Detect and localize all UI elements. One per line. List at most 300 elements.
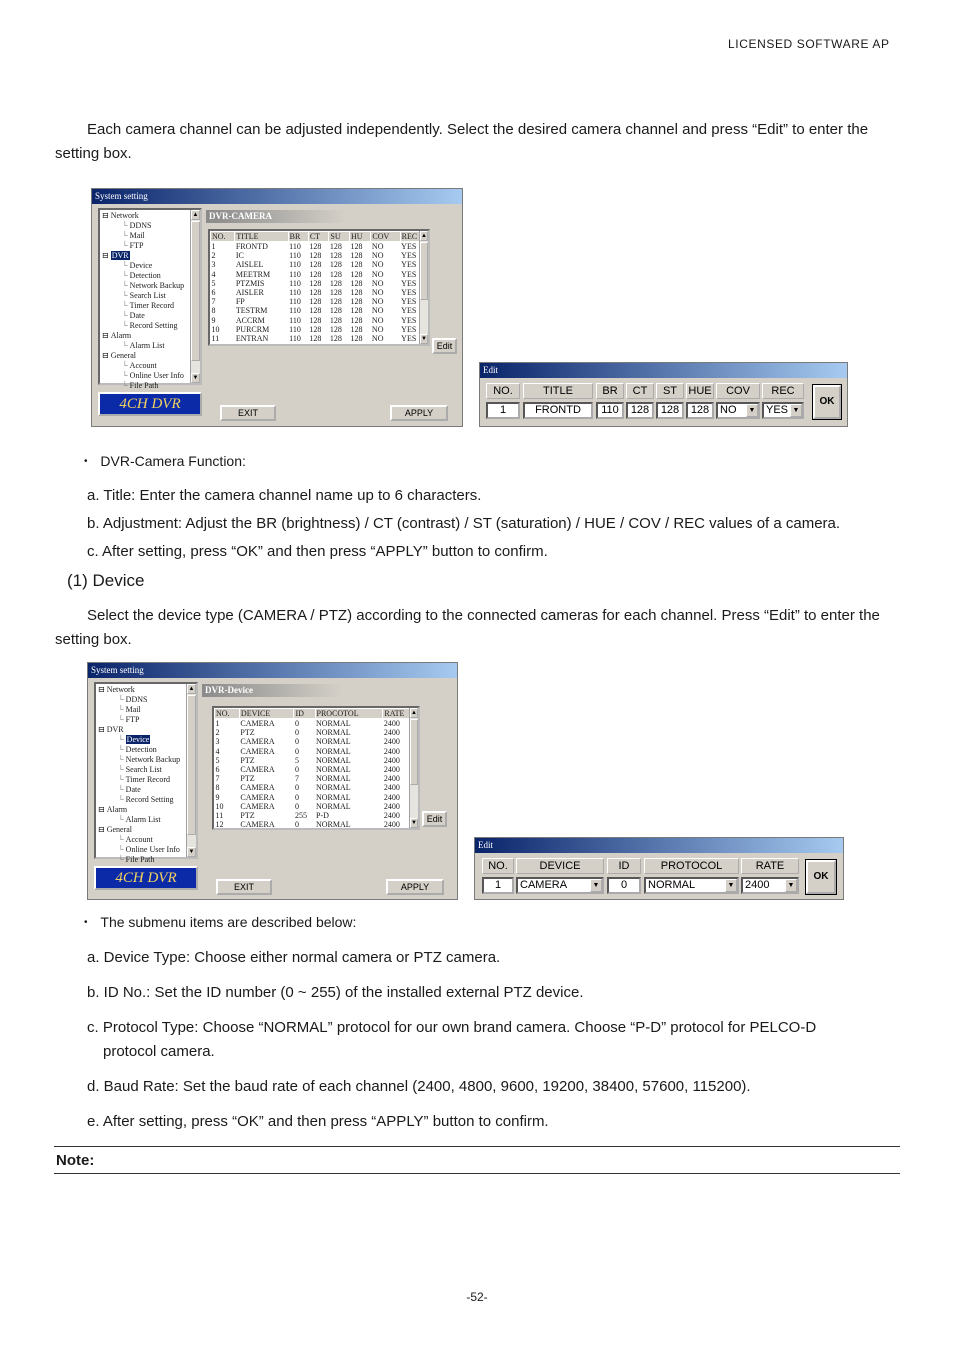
table-row[interactable] xyxy=(215,747,418,756)
tree-item-label: File Path xyxy=(129,381,159,390)
scroll-up-icon[interactable]: ▲ xyxy=(421,233,427,239)
tree-item-alarm[interactable] xyxy=(102,331,188,341)
table-cell: CAMERA xyxy=(240,820,275,830)
table-cell: 128 xyxy=(309,315,322,325)
tree-item-ddns[interactable] xyxy=(98,695,184,705)
table-cell: NORMAL xyxy=(316,737,351,747)
tree-expander-icon[interactable]: ⊟ xyxy=(102,331,109,340)
grid-scrollbar[interactable] xyxy=(419,231,428,344)
table-cell: 128 xyxy=(350,334,363,344)
table-cell: 128 xyxy=(329,278,342,288)
edit-field-rec[interactable] xyxy=(762,402,804,419)
table-row[interactable] xyxy=(211,334,428,343)
table-cell: 3 xyxy=(211,260,216,270)
edit-header-title: TITLE xyxy=(523,383,593,399)
scroll-down-icon[interactable]: ▼ xyxy=(421,336,427,342)
tree-branch-icon: └ xyxy=(122,271,128,280)
tree-item-network[interactable] xyxy=(102,211,188,221)
tree-item-mail[interactable] xyxy=(98,705,184,715)
tree-item-label: Date xyxy=(129,311,145,320)
table-cell: NO xyxy=(371,288,384,298)
tree-expander-icon[interactable]: ⊟ xyxy=(102,351,109,360)
table-cell: 128 xyxy=(350,306,363,316)
table-cell: 2400 xyxy=(383,801,400,811)
settings-tree[interactable] xyxy=(98,208,202,390)
ok-button[interactable]: OK xyxy=(813,385,841,419)
table-cell: 110 xyxy=(289,260,301,270)
table-cell: CAMERA xyxy=(240,792,275,802)
item-2c-line1: c. Protocol Type: Choose “NORMAL” protocol for our own brand camera. Choose “P-D” protocol for PELCO-D xyxy=(87,1019,817,1036)
tree-item-label: DVR xyxy=(106,725,124,734)
tree-branch-icon: └ xyxy=(122,221,128,230)
table-row[interactable] xyxy=(215,774,418,783)
tree-branch-icon: └ xyxy=(122,241,128,250)
table-cell: NORMAL xyxy=(316,820,351,830)
device-intro-text: Select the device type (CAMERA / PTZ) according to the connected cameras for each channel. Press “Edit” to enter the setting box. xyxy=(55,607,880,648)
table-cell: 128 xyxy=(350,251,363,261)
tree-item-mail[interactable] xyxy=(102,231,188,241)
tree-item-detection[interactable] xyxy=(98,745,184,755)
tree-item-alarm-list[interactable] xyxy=(98,815,184,825)
table-cell: NORMAL xyxy=(316,774,351,784)
table-cell: 128 xyxy=(329,334,342,344)
scroll-down-icon[interactable]: ▼ xyxy=(411,820,417,826)
table-cell: 128 xyxy=(329,269,342,279)
dropdown-arrow-icon[interactable]: ▼ xyxy=(785,879,797,892)
table-cell: YES xyxy=(401,324,417,334)
tree-branch-icon: └ xyxy=(118,845,124,854)
tree-item-dvr[interactable] xyxy=(98,725,184,735)
tree-item-label: Mail xyxy=(125,705,141,714)
table-cell: 6 xyxy=(211,288,216,298)
table-row[interactable] xyxy=(215,783,418,792)
table-cell: YES xyxy=(401,288,417,298)
scroll-thumb[interactable] xyxy=(187,695,196,835)
scroll-up-icon[interactable]: ▲ xyxy=(188,686,195,692)
tree-expander-icon[interactable]: ⊟ xyxy=(98,825,105,834)
tree-item-general[interactable] xyxy=(98,825,184,835)
tree-scrollbar[interactable] xyxy=(186,684,196,857)
apply-button[interactable]: APPLY xyxy=(386,879,444,895)
table-cell: 110 xyxy=(289,242,301,251)
item-1a: a. Title: Enter the camera channel name up to 6 characters. xyxy=(87,487,482,504)
edit-field-value: NO xyxy=(720,404,737,416)
tree-item-label: General xyxy=(106,825,133,834)
tree-item-label: DDNS xyxy=(129,221,152,230)
edit-field-value: 1 xyxy=(494,879,502,891)
table-cell: 0 xyxy=(294,746,299,756)
table-cell: 10 xyxy=(211,324,220,334)
tree-item-label: Mail xyxy=(129,231,145,240)
scroll-up-icon[interactable]: ▲ xyxy=(192,212,199,218)
table-row[interactable] xyxy=(211,260,428,269)
table-cell: PTZ xyxy=(240,811,255,821)
table-cell: ACCRM xyxy=(235,315,265,325)
table-cell: 128 xyxy=(329,315,342,325)
edit-field-rate[interactable] xyxy=(741,877,799,894)
tree-item-label: Detection xyxy=(125,745,157,754)
tree-item-label: Network Backup xyxy=(125,755,181,764)
table-row[interactable] xyxy=(215,719,418,729)
tree-item-label: Timer Record xyxy=(129,301,175,310)
exit-button[interactable]: EXIT xyxy=(220,405,276,421)
table-cell: CAMERA xyxy=(240,737,275,747)
scroll-down-icon[interactable]: ▼ xyxy=(188,849,195,855)
edit-field-value: 110 xyxy=(601,404,619,416)
table-cell: 110 xyxy=(289,288,301,298)
table-cell: 2 xyxy=(215,728,220,738)
tree-branch-icon: └ xyxy=(122,361,128,370)
edit-field-st[interactable] xyxy=(656,402,684,419)
table-cell: 110 xyxy=(289,269,301,279)
edit-field-no[interactable] xyxy=(482,877,514,894)
tree-branch-icon: └ xyxy=(122,291,128,300)
table-cell: AISLEL xyxy=(235,260,264,270)
page-number: -52- xyxy=(466,1290,488,1304)
dropdown-arrow-icon[interactable]: ▼ xyxy=(746,404,758,417)
item-1b: b. Adjustment: Adjust the BR (brightness) / CT (contrast) / ST (saturation) / HUE / COV / REC values of a camera. xyxy=(87,515,841,532)
tree-item-ftp[interactable] xyxy=(102,241,188,251)
device-table xyxy=(214,708,418,829)
tree-item-online-user-info[interactable] xyxy=(102,371,188,381)
table-row[interactable] xyxy=(215,793,418,802)
edit-header-device: DEVICE xyxy=(516,858,604,874)
tree-expander-icon[interactable]: ⊟ xyxy=(98,805,105,814)
system-setting-window-camera xyxy=(91,188,463,427)
edit-header-ct: CT xyxy=(626,383,654,399)
table-cell: 0 xyxy=(294,792,299,802)
table-cell: 8 xyxy=(215,783,220,793)
edit-field-br[interactable] xyxy=(596,402,624,419)
table-cell: 2400 xyxy=(383,783,400,793)
table-cell: 128 xyxy=(329,324,342,334)
table-cell: YES xyxy=(401,260,417,270)
tree-expander-icon[interactable]: ⊟ xyxy=(102,251,109,260)
tree-item-ftp[interactable] xyxy=(98,715,184,725)
table-row[interactable] xyxy=(211,325,428,334)
table-cell: 11 xyxy=(215,811,224,821)
camera-grid[interactable] xyxy=(208,229,430,346)
column-header[interactable]: ID xyxy=(294,709,315,719)
window-titlebar: System setting xyxy=(88,663,457,678)
table-cell: 128 xyxy=(329,251,342,261)
tree-item-label: Online User Info xyxy=(125,845,180,854)
table-cell: 0 xyxy=(294,820,299,830)
table-cell: 110 xyxy=(289,278,301,288)
tree-branch-icon: └ xyxy=(122,321,128,330)
tree-item-search-list[interactable] xyxy=(98,765,184,775)
tree-branch-icon: └ xyxy=(118,715,124,724)
table-row[interactable] xyxy=(215,756,418,765)
table-cell: 4 xyxy=(211,269,216,279)
table-cell: MEETRM xyxy=(235,269,271,279)
edit-header-hue: HUE xyxy=(686,383,714,399)
column-header[interactable]: TITLE xyxy=(235,232,288,242)
table-cell: PTZ xyxy=(240,728,255,738)
tree-branch-icon: └ xyxy=(118,765,124,774)
table-cell: 128 xyxy=(350,278,363,288)
tree-item-dvr[interactable] xyxy=(102,251,188,261)
table-cell: CAMERA xyxy=(240,746,275,756)
tree-item-label: Device xyxy=(126,735,150,744)
table-cell: 5 xyxy=(294,755,299,765)
panel-title: DVR-CAMERA xyxy=(206,210,346,223)
table-cell: 128 xyxy=(309,324,322,334)
scroll-thumb[interactable] xyxy=(191,221,200,361)
grid-scrollbar[interactable] xyxy=(409,708,418,828)
table-row[interactable] xyxy=(211,306,428,315)
table-row[interactable] xyxy=(215,728,418,737)
table-cell: 128 xyxy=(309,269,322,279)
edit-header-cov: COV xyxy=(716,383,760,399)
edit-field-no[interactable] xyxy=(486,402,520,419)
tree-item-account[interactable] xyxy=(98,835,184,845)
table-row[interactable] xyxy=(211,279,428,288)
edit-field-value: 2400 xyxy=(745,879,770,891)
edit-field-value: 128 xyxy=(630,404,650,416)
table-cell: 12 xyxy=(215,820,224,830)
table-cell: 2400 xyxy=(383,728,400,738)
scroll-thumb[interactable] xyxy=(410,719,418,785)
table-cell: 128 xyxy=(309,242,322,251)
table-row[interactable] xyxy=(211,297,428,306)
table-row[interactable] xyxy=(211,288,428,297)
table-row[interactable] xyxy=(211,270,428,279)
dvr-logo: 4CH DVR xyxy=(94,866,198,890)
tree-item-network-backup[interactable] xyxy=(102,281,188,291)
device-paragraph xyxy=(55,604,905,652)
table-cell: 128 xyxy=(309,288,322,298)
tree-item-network-backup[interactable] xyxy=(98,755,184,765)
edit-field-value: FRONTD xyxy=(535,404,581,416)
table-cell: 128 xyxy=(309,297,322,307)
tree-item-label: Search List xyxy=(125,765,162,774)
edit-field-value: 1 xyxy=(499,404,507,416)
tree-branch-icon: └ xyxy=(118,815,124,824)
edit-header-st: ST xyxy=(656,383,684,399)
dropdown-arrow-icon[interactable]: ▼ xyxy=(725,879,737,892)
camera-table xyxy=(210,231,428,343)
tree-branch-icon: └ xyxy=(118,735,124,744)
bullet-dot: • xyxy=(84,456,88,467)
column-header[interactable]: NO. xyxy=(215,709,240,719)
table-cell: 2400 xyxy=(383,792,400,802)
column-header[interactable]: COV xyxy=(371,232,400,242)
column-header[interactable]: HU xyxy=(350,232,371,242)
table-cell: 2400 xyxy=(383,755,400,765)
tree-expander-icon[interactable]: ⊟ xyxy=(102,211,109,220)
table-row[interactable] xyxy=(215,811,418,820)
tree-item-ddns[interactable] xyxy=(102,221,188,231)
table-cell: NO xyxy=(371,297,384,307)
tree-item-label: Account xyxy=(125,835,153,844)
scroll-up-icon[interactable]: ▲ xyxy=(411,710,417,716)
table-cell: YES xyxy=(401,269,417,279)
edit-header-protocol: PROTOCOL xyxy=(644,858,739,874)
apply-button[interactable]: APPLY xyxy=(390,405,448,421)
table-cell: 128 xyxy=(329,260,342,270)
column-header[interactable]: CT xyxy=(308,232,329,242)
bullet-dot: • xyxy=(84,917,88,928)
tree-branch-icon: └ xyxy=(122,381,128,390)
edit-header-rec: REC xyxy=(762,383,804,399)
table-cell: YES xyxy=(401,242,417,251)
device-heading: (1) Device xyxy=(67,571,145,590)
tree-branch-icon: └ xyxy=(118,795,124,804)
table-cell: NORMAL xyxy=(316,755,351,765)
exit-button[interactable]: EXIT xyxy=(216,879,272,895)
bullet-1 xyxy=(84,449,246,474)
note-rule-bottom xyxy=(54,1173,900,1174)
table-cell: YES xyxy=(401,315,417,325)
table-cell: 9 xyxy=(211,315,216,325)
table-cell: 11 xyxy=(211,334,220,344)
table-cell: 0 xyxy=(294,801,299,811)
tree-item-alarm-list[interactable] xyxy=(102,341,188,351)
table-row[interactable] xyxy=(211,316,428,325)
table-row[interactable] xyxy=(215,802,418,811)
tree-branch-icon: └ xyxy=(118,785,124,794)
column-header[interactable]: DEVICE xyxy=(239,709,294,719)
edit-field-hue[interactable] xyxy=(686,402,714,419)
scroll-down-icon[interactable]: ▼ xyxy=(192,375,199,381)
table-cell: 3 xyxy=(215,737,220,747)
tree-item-account[interactable] xyxy=(102,361,188,371)
table-cell: NO xyxy=(371,324,384,334)
scroll-thumb[interactable] xyxy=(420,242,428,300)
table-cell: 10 xyxy=(215,801,224,811)
table-cell: CAMERA xyxy=(240,801,275,811)
edit-field-ct[interactable] xyxy=(626,402,654,419)
tree-item-date[interactable] xyxy=(98,785,184,795)
table-cell: PTZ xyxy=(240,755,255,765)
tree-item-search-list[interactable] xyxy=(102,291,188,301)
table-cell: 128 xyxy=(309,260,322,270)
table-cell: PTZMIS xyxy=(235,278,265,288)
tree-item-label: Account xyxy=(129,361,157,370)
column-header[interactable]: NO. xyxy=(211,232,235,242)
table-row[interactable] xyxy=(215,820,418,829)
dropdown-arrow-icon[interactable]: ▼ xyxy=(590,879,602,892)
dvr-logo: 4CH DVR xyxy=(98,392,202,416)
edit-header-rate: RATE xyxy=(741,858,799,874)
item-2d: d. Baud Rate: Set the baud rate of each channel (2400, 4800, 9600, 19200, 38400, 57600, 115200). xyxy=(87,1078,751,1095)
tree-item-label: Date xyxy=(125,785,141,794)
table-cell: 128 xyxy=(309,251,322,261)
ok-button[interactable]: OK xyxy=(806,860,836,894)
tree-scrollbar[interactable] xyxy=(190,210,200,383)
tree-expander-icon[interactable]: ⊟ xyxy=(98,725,105,734)
table-cell: 128 xyxy=(350,242,363,251)
tree-item-record-setting[interactable] xyxy=(102,321,188,331)
column-header[interactable]: BR xyxy=(288,232,308,242)
tree-item-online-user-info[interactable] xyxy=(98,845,184,855)
table-cell: NORMAL xyxy=(316,765,351,775)
table-cell: NO xyxy=(371,269,384,279)
tree-item-alarm[interactable] xyxy=(98,805,184,815)
edit-field-value: 0 xyxy=(620,879,628,891)
edit-field-cov[interactable] xyxy=(716,402,760,419)
page-header: LICENSED SOFTWARE AP xyxy=(728,37,890,51)
edit-button[interactable]: Edit xyxy=(422,811,447,827)
tree-item-general[interactable] xyxy=(102,351,188,361)
table-cell: 128 xyxy=(350,269,363,279)
table-cell: NORMAL xyxy=(316,792,351,802)
table-cell: ENTRAN xyxy=(235,334,269,344)
column-header[interactable]: PROCOTOL xyxy=(315,709,383,719)
edit-field-value: 128 xyxy=(690,404,710,416)
tree-item-label: Alarm xyxy=(106,805,128,814)
table-cell: PTZ xyxy=(240,774,255,784)
table-row[interactable] xyxy=(211,242,428,252)
tree-item-label: General xyxy=(110,351,137,360)
tree-item-file-path[interactable] xyxy=(102,381,188,391)
item-2e: e. After setting, press “OK” and then press “APPLY” button to confirm. xyxy=(87,1113,549,1130)
tree-branch-icon: └ xyxy=(118,705,124,714)
edit-field-value: NORMAL xyxy=(648,879,696,891)
table-cell: FP xyxy=(235,297,245,307)
column-header[interactable]: RATE xyxy=(383,709,418,719)
device-grid[interactable] xyxy=(212,706,420,830)
tree-item-file-path[interactable] xyxy=(98,855,184,865)
table-cell: 2400 xyxy=(383,765,400,775)
edit-field-device[interactable] xyxy=(516,877,604,894)
edit-button[interactable]: Edit xyxy=(432,338,457,354)
table-cell: 5 xyxy=(211,278,216,288)
table-cell: 128 xyxy=(309,306,322,316)
settings-tree[interactable] xyxy=(94,682,198,864)
table-cell: 128 xyxy=(350,288,363,298)
table-cell: 110 xyxy=(289,324,301,334)
tree-item-device[interactable] xyxy=(98,735,184,745)
tree-branch-icon: └ xyxy=(122,231,128,240)
edit-field-id[interactable] xyxy=(607,877,641,894)
table-cell: 1 xyxy=(211,242,216,251)
table-row[interactable] xyxy=(211,251,428,260)
tree-item-device[interactable] xyxy=(102,261,188,271)
table-row[interactable] xyxy=(215,765,418,774)
edit-field-value: 128 xyxy=(660,404,680,416)
intro-text: Each camera channel can be adjusted independently. Select the desired camera channel and press “Edit” to enter the setting box. xyxy=(55,121,869,162)
tree-branch-icon: └ xyxy=(118,775,124,784)
edit-field-value: CAMERA xyxy=(520,879,568,891)
note-rule-top xyxy=(54,1146,900,1147)
edit-field-title[interactable] xyxy=(523,402,593,419)
table-cell: 128 xyxy=(350,324,363,334)
table-cell: 110 xyxy=(289,297,301,307)
column-header[interactable]: REC xyxy=(400,232,427,242)
tree-expander-icon[interactable]: ⊟ xyxy=(98,685,105,694)
table-cell: 2400 xyxy=(383,811,400,821)
tree-item-date[interactable] xyxy=(102,311,188,321)
edit-header-id: ID xyxy=(607,858,641,874)
tree-item-record-setting[interactable] xyxy=(98,795,184,805)
tree-item-timer-record[interactable] xyxy=(98,775,184,785)
tree-branch-icon: └ xyxy=(122,341,128,350)
tree-branch-icon: └ xyxy=(118,745,124,754)
table-row[interactable] xyxy=(215,737,418,746)
tree-item-network[interactable] xyxy=(98,685,184,695)
table-cell: 128 xyxy=(329,288,342,298)
dropdown-arrow-icon[interactable]: ▼ xyxy=(790,404,802,417)
column-header[interactable]: SU xyxy=(329,232,350,242)
table-cell: 7 xyxy=(215,774,220,784)
tree-item-timer-record[interactable] xyxy=(102,301,188,311)
edit-field-protocol[interactable] xyxy=(644,877,739,894)
tree-item-detection[interactable] xyxy=(102,271,188,281)
item-1c: c. After setting, press “OK” and then press “APPLY” button to confirm. xyxy=(87,543,548,560)
table-cell: YES xyxy=(401,306,417,316)
